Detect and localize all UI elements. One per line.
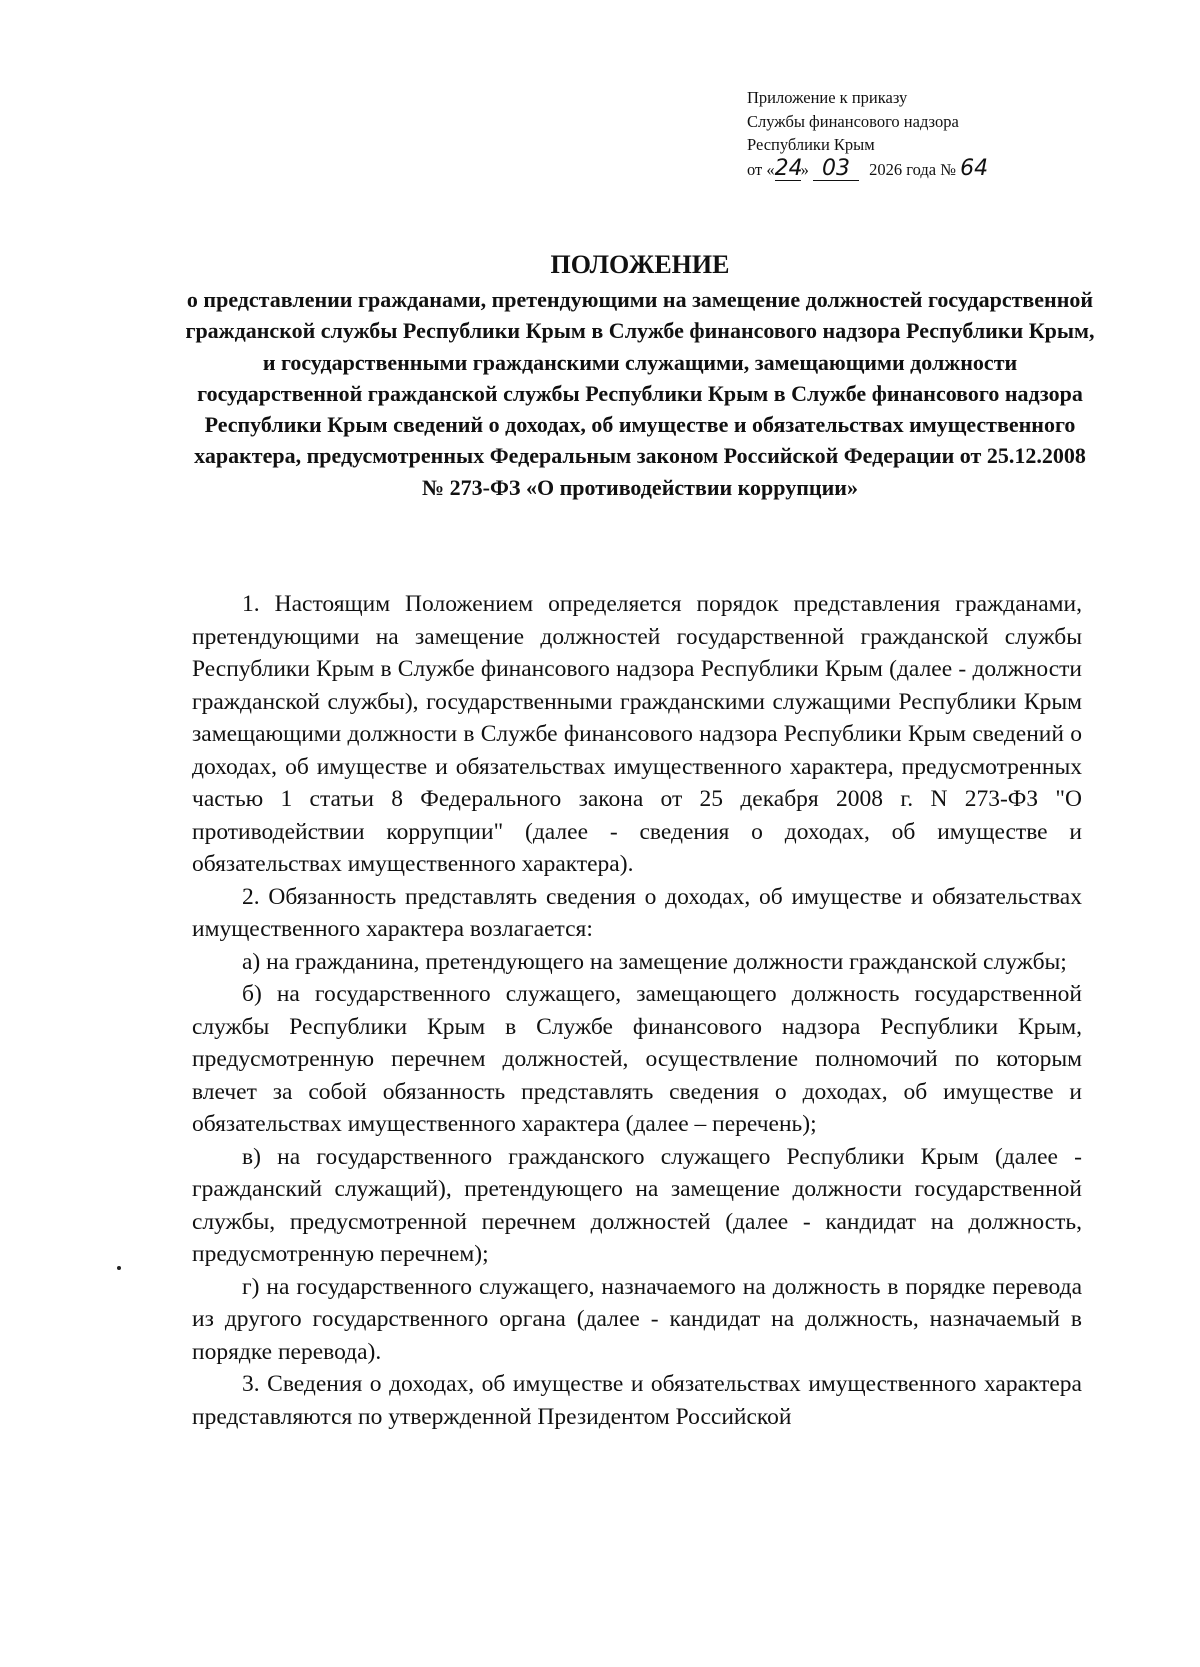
handwritten-month: 03	[813, 157, 859, 182]
approval-date-line	[747, 157, 994, 182]
paragraph-3: 3. Сведения о доходах, об имуществе и обязательствах имущественного характера представляются по утвержденной Президентом Российской	[192, 1371, 1082, 1430]
paragraph-2b: б) на государственного служащего, замещающего должность государственной службы Республики Крым в Службе финансового надзора Республики Крым, предусмотренную перечнем должностей, осуществление полномочий по которым влечет за собой обязанность представлять сведения о доходах, об имуществе и обязательствах имущественного характера (далее – перечень);	[192, 981, 1082, 1137]
approval-block	[747, 86, 994, 181]
document-subtitle: о представлении гражданами, претендующими на замещение должностей государственной гражданской службы Республики Крым в Службе финансового надзора Республики Крым, и государственными гражданскими служащими, замещающими должности государственной гражданской службы Республики Крым в Службе финансового надзора Республики Крым сведений о доходах, об имуществе и обязательствах имущественного характера, предусмотренных Федеральным законом Российской Федерации от 25.12.2008 № 273-ФЗ «О противодействии коррупции»	[185, 287, 1095, 500]
date-mid: »	[800, 159, 809, 179]
handwritten-order-number: 64	[960, 155, 989, 181]
paragraph-2a: а) на гражданина, претендующего на замещение должности гражданской службы;	[242, 948, 1067, 975]
paragraph-2g: г) на государственного служащего, назначаемого на должность в порядке перевода из другого государственного органа (далее - кандидат на должность, назначаемый в порядке перевода).	[192, 1273, 1082, 1365]
approval-line-1: Приложение к приказу	[747, 88, 908, 107]
approval-line-2: Службы финансового надзора	[747, 111, 959, 131]
paragraph-2: 2. Обязанность представлять сведения о доходах, об имуществе и обязательствах имущественного характера возлагается:	[192, 883, 1082, 942]
paragraph-1: 1. Настоящим Положением определяется порядок представления гражданами, претендующими на замещение должностей государственной гражданской службы Республики Крым в Службе финансового надзора Республики Крым (далее - должности гражданской службы), государственными гражданскими служащими Республики Крым замещающими должности в Службе финансового надзора Республики Крым сведений о доходах, об имуществе и обязательствах имущественного характера, предусмотренных частью 1 статьи 8 Федерального закона от 25 декабря 2008 г. N 273-ФЗ "О противодействии коррупции" (далее - сведения о доходах, об имуществе и обязательствах имущественного характера).	[192, 591, 1082, 877]
date-prefix: от «	[747, 159, 775, 179]
handwritten-day: 24	[774, 155, 803, 181]
year-text: 2026 года №	[869, 159, 956, 179]
document-body	[192, 588, 1082, 1433]
paragraph-2v: в) на государственного гражданского служащего Республики Крым (далее - гражданский служащий), претендующего на замещение должности государственной службы, предусмотренной перечнем должностей (далее - кандидат на должность, предусмотренную перечнем);	[192, 1143, 1082, 1267]
scan-speck	[117, 1266, 121, 1270]
approval-line-3: Республики Крым	[747, 135, 875, 154]
document-title: ПОЛОЖЕНИЕ	[550, 250, 730, 279]
